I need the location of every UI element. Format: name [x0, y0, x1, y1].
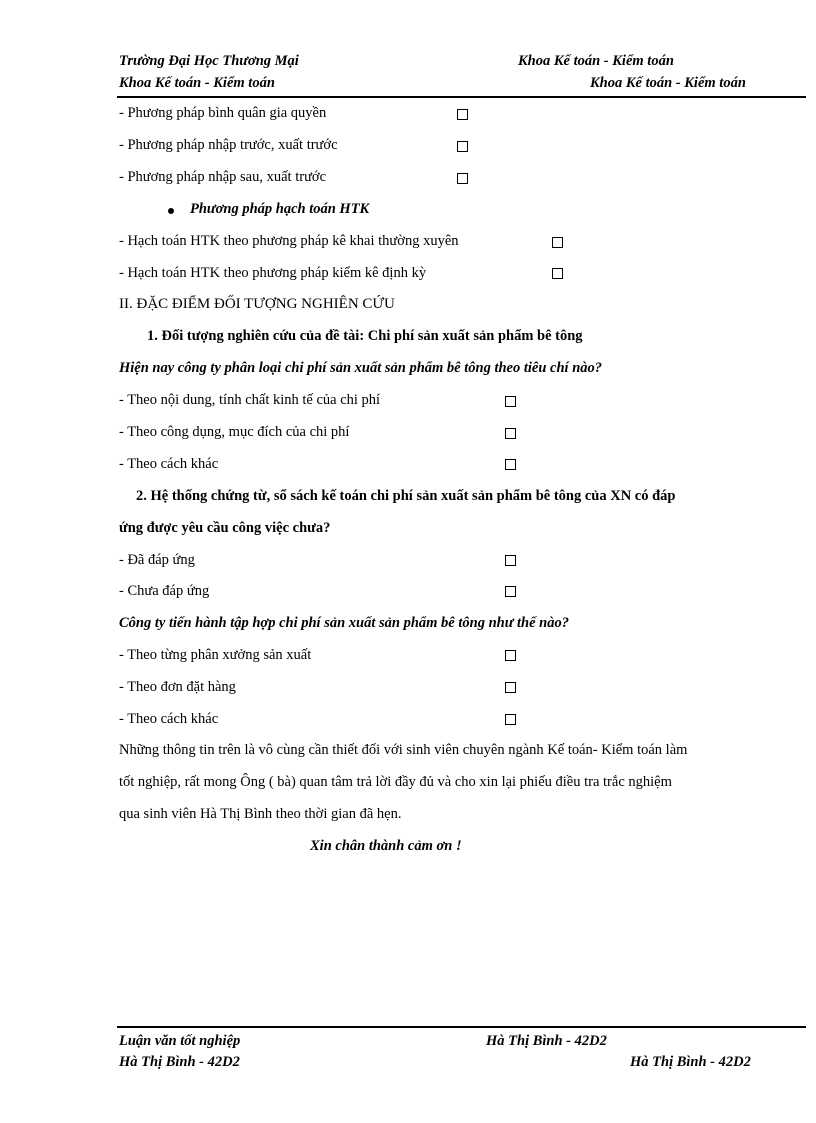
checkbox-lifo[interactable]: [457, 173, 468, 184]
item-2-line-1: 2. Hệ thống chứng từ, sổ sách kế toán chi phí sản xuất sản phẩm bê tông của XN có đáp: [136, 488, 676, 504]
checkbox-perpetual[interactable]: [552, 237, 563, 248]
checkbox-other-2[interactable]: [505, 714, 516, 725]
closing-line-3: qua sinh viên Hà Thị Bình theo thời gian đã hẹn.: [119, 806, 402, 822]
accounting-method-periodic: - Hạch toán HTK theo phương pháp kiểm kê định kỳ: [119, 265, 427, 281]
checkbox-by-workshop[interactable]: [505, 650, 516, 661]
accounting-method-heading: Phương pháp hạch toán HTK: [190, 201, 370, 217]
option-by-workshop: - Theo từng phân xưởng sản xuất: [119, 647, 312, 663]
question-1: Hiện nay công ty phân loại chi phí sản xuất sản phẩm bê tông theo tiêu chí nào?: [119, 360, 603, 376]
option-purpose: - Theo công dụng, mục đích của chi phí: [119, 424, 350, 440]
footer-rule: [117, 1026, 806, 1028]
checkbox-by-order[interactable]: [505, 682, 516, 693]
option-met: - Đã đáp ứng: [119, 552, 195, 568]
accounting-method-perpetual: - Hạch toán HTK theo phương pháp kê khai thường xuyên: [119, 233, 459, 249]
checkbox-not-met[interactable]: [505, 586, 516, 597]
option-not-met: - Chưa đáp ứng: [119, 583, 210, 599]
checkbox-other-1[interactable]: [505, 459, 516, 470]
bullet-icon: [168, 208, 174, 214]
footer-author-right: Hà Thị Bình - 42D2: [486, 1033, 607, 1049]
checkbox-met[interactable]: [505, 555, 516, 566]
header-faculty-left: Khoa Kế toán - Kiểm toán: [119, 75, 275, 91]
footer-author-right-2: Hà Thị Bình - 42D2: [630, 1054, 751, 1070]
inventory-method-fifo: - Phương pháp nhập trước, xuất trước: [119, 137, 338, 153]
question-3: Công ty tiến hành tập hợp chi phí sản xuất sản phẩm bê tông như thế nào?: [119, 615, 569, 631]
header-faculty-right-2: Khoa Kế toán - Kiểm toán: [590, 75, 746, 91]
footer-author-left: Hà Thị Bình - 42D2: [119, 1054, 240, 1070]
section-2-title: II. ĐẶC ĐIỂM ĐỐI TƯỢNG NGHIÊN CỨU: [119, 296, 395, 312]
checkbox-periodic[interactable]: [552, 268, 563, 279]
item-2-line-2: ứng được yêu cầu công việc chưa?: [119, 520, 331, 536]
option-other-2: - Theo cách khác: [119, 711, 219, 727]
footer-thesis-label: Luận văn tốt nghiệp: [119, 1033, 241, 1049]
header-school-name: Trường Đại Học Thương Mại: [119, 53, 299, 69]
closing-line-1: Những thông tin trên là vô cùng cần thiết đối với sinh viên chuyên ngành Kế toán- Kiểm toán làm: [119, 742, 688, 758]
inventory-method-lifo: - Phương pháp nhập sau, xuất trước: [119, 169, 327, 185]
header-faculty-right: Khoa Kế toán - Kiểm toán: [518, 53, 674, 69]
option-other-1: - Theo cách khác: [119, 456, 219, 472]
thanks-note: Xin chân thành cảm ơn !: [310, 838, 462, 854]
inventory-method-weighted-average: - Phương pháp bình quân gia quyền: [119, 105, 327, 121]
option-by-order: - Theo đơn đặt hàng: [119, 679, 236, 695]
closing-line-2: tốt nghiệp, rất mong Ông ( bà) quan tâm trả lời đầy đủ và cho xin lại phiếu điều tra trắc nghiệm: [119, 774, 672, 790]
checkbox-purpose[interactable]: [505, 428, 516, 439]
header-rule: [117, 96, 806, 98]
item-1-title: 1. Đối tượng nghiên cứu của đề tài: Chi phí sản xuất sản phẩm bê tông: [147, 328, 583, 344]
checkbox-fifo[interactable]: [457, 141, 468, 152]
checkbox-economic-nature[interactable]: [505, 396, 516, 407]
option-economic-nature: - Theo nội dung, tính chất kinh tế của chi phí: [119, 392, 381, 408]
checkbox-weighted-average[interactable]: [457, 109, 468, 120]
